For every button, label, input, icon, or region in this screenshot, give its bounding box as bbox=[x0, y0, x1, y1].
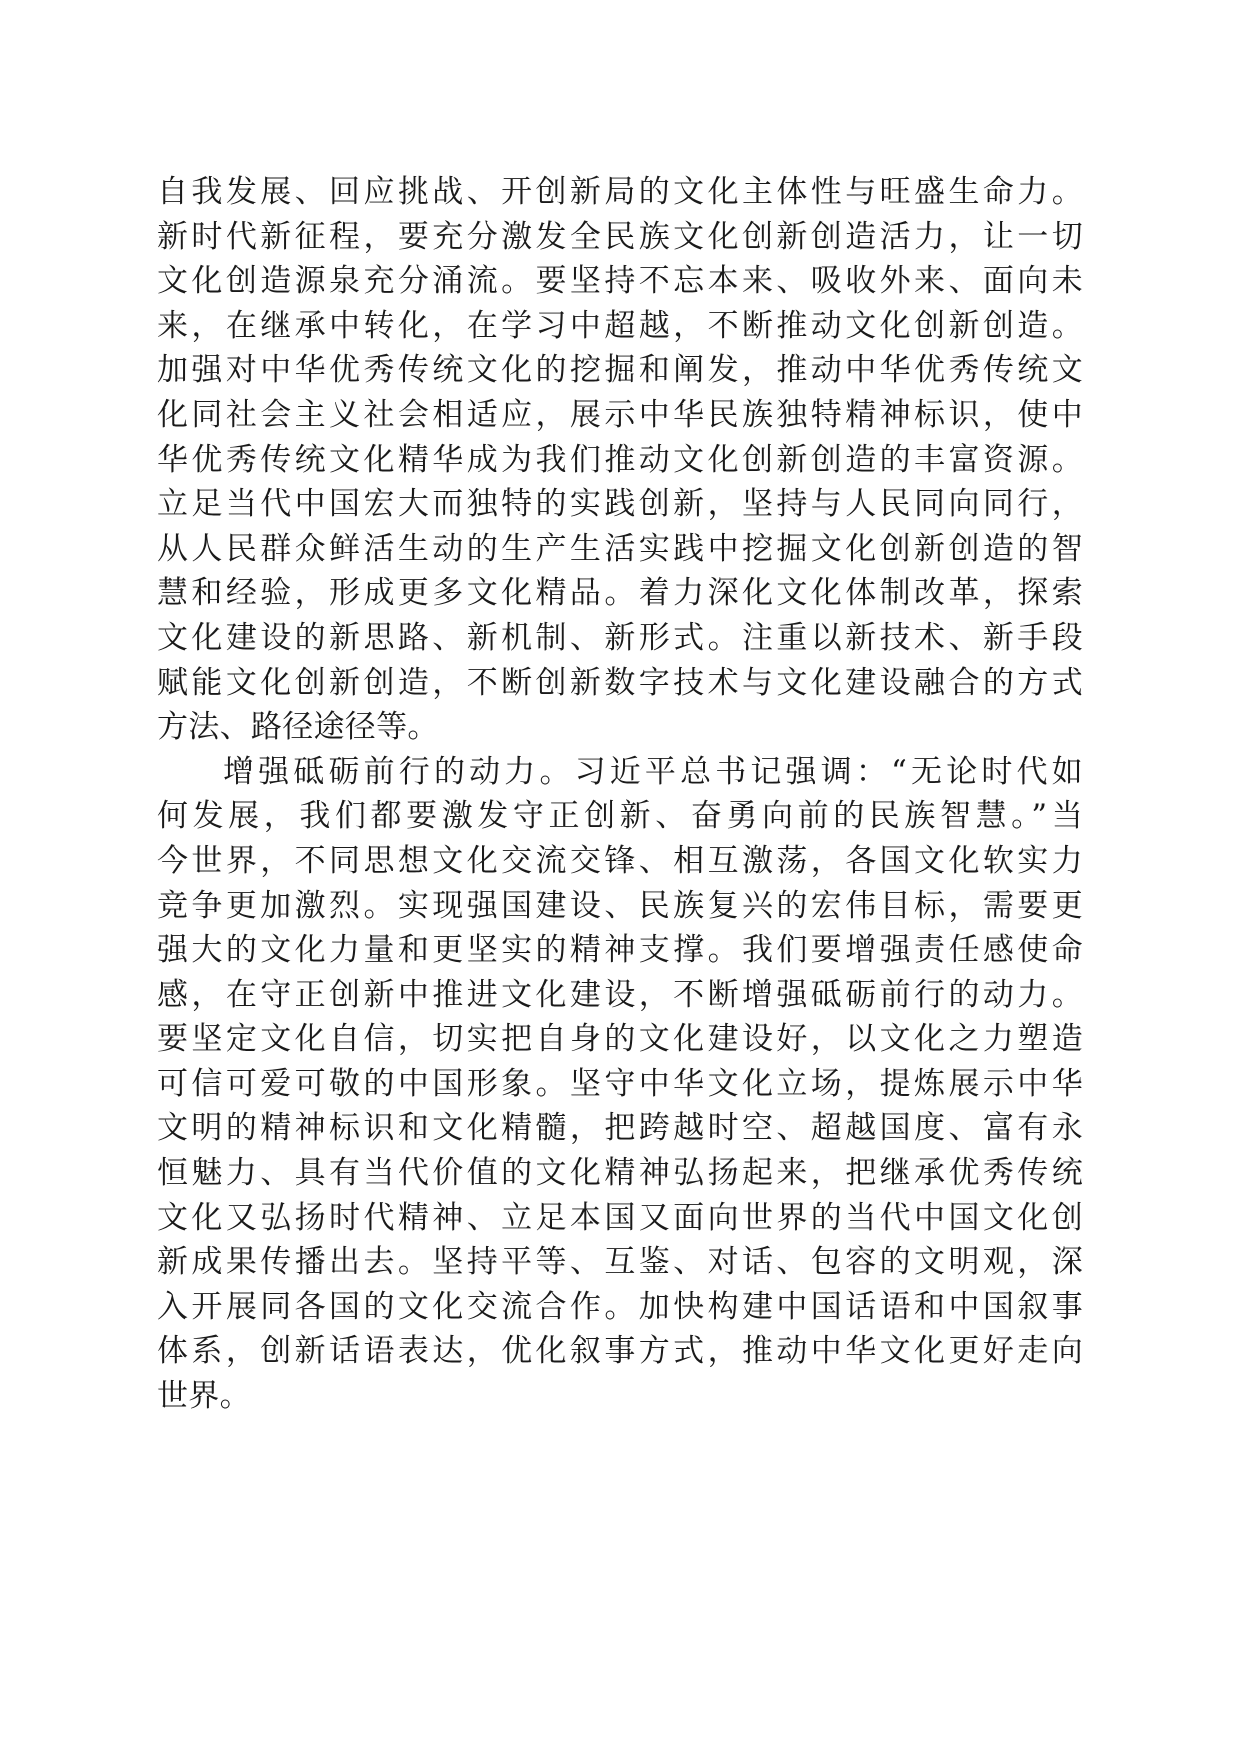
text-line: 从人民群众鲜活生动的生产生活实践中挖掘文化创新创造的智 bbox=[157, 530, 1083, 567]
text-line: 化同社会主义社会相适应，展示中华民族独特精神标识，使中 bbox=[157, 396, 1083, 433]
text-line: 入开展同各国的文化交流合作。加快构建中国话语和中国叙事 bbox=[157, 1288, 1083, 1325]
text-line: 竞争更加激烈。实现强国建设、民族复兴的宏伟目标，需要更 bbox=[157, 887, 1083, 924]
text-line: 文化又弘扬时代精神、立足本国又面向世界的当代中国文化创 bbox=[157, 1199, 1083, 1236]
text-line: 今世界，不同思想文化交流交锋、相互激荡，各国文化软实力 bbox=[157, 842, 1083, 879]
text-line: 文明的精神标识和文化精髓，把跨越时空、超越国度、富有永 bbox=[157, 1110, 1083, 1147]
text-line: 方法、路径途径等。 bbox=[157, 709, 439, 746]
text-line: 自我发展、回应挑战、开创新局的文化主体性与旺盛生命力。 bbox=[157, 174, 1083, 210]
text-line: 赋能文化创新创造，不断创新数字技术与文化建设融合的方式 bbox=[157, 664, 1083, 701]
paragraph-2 bbox=[157, 750, 1083, 1419]
text-line: 文化创造源泉充分涌流。要坚持不忘本来、吸收外来、面向未 bbox=[157, 263, 1083, 300]
text-line: 强大的文化力量和更坚实的精神支撑。我们要增强责任感使命 bbox=[157, 932, 1083, 969]
text-line: 感，在守正创新中推进文化建设，不断增强砥砺前行的动力。 bbox=[157, 976, 1083, 1013]
text-line: 慧和经验，形成更多文化精品。着力深化文化体制改革，探索 bbox=[157, 575, 1083, 612]
text-line: 立足当代中国宏大而独特的实践创新，坚持与人民同向同行， bbox=[157, 486, 1083, 523]
text-line: 加强对中华优秀传统文化的挖掘和阐发，推动中华优秀传统文 bbox=[157, 352, 1083, 389]
text-line: 世界。 bbox=[157, 1378, 251, 1415]
text-line: 新时代新征程，要充分激发全民族文化创新创造活力，让一切 bbox=[157, 218, 1083, 255]
text-line: 可信可爱可敬的中国形象。坚守中华文化立场，提炼展示中华 bbox=[157, 1065, 1083, 1102]
text-line: 新成果传播出去。坚持平等、互鉴、对话、包容的文明观，深 bbox=[157, 1244, 1083, 1281]
body-text bbox=[157, 170, 1083, 1419]
text-line: 恒魅力、具有当代价值的文化精神弘扬起来，把继承优秀传统 bbox=[157, 1155, 1083, 1192]
text-line: 何发展，我们都要激发守正创新、奋勇向前的民族智慧。”当 bbox=[157, 798, 1083, 835]
paragraph-1 bbox=[157, 170, 1083, 750]
text-line: 文化建设的新思路、新机制、新形式。注重以新技术、新手段 bbox=[157, 619, 1083, 656]
text-line: 增强砥砺前行的动力。习近平总书记强调：“无论时代如 bbox=[223, 753, 1083, 790]
text-line: 要坚定文化自信，切实把自身的文化建设好，以文化之力塑造 bbox=[157, 1021, 1083, 1058]
text-line: 华优秀传统文化精华成为我们推动文化创新创造的丰富资源。 bbox=[157, 441, 1083, 478]
text-line: 来，在继承中转化，在学习中超越，不断推动文化创新创造。 bbox=[157, 307, 1083, 344]
text-line: 体系，创新话语表达，优化叙事方式，推动中华文化更好走向 bbox=[157, 1333, 1083, 1370]
